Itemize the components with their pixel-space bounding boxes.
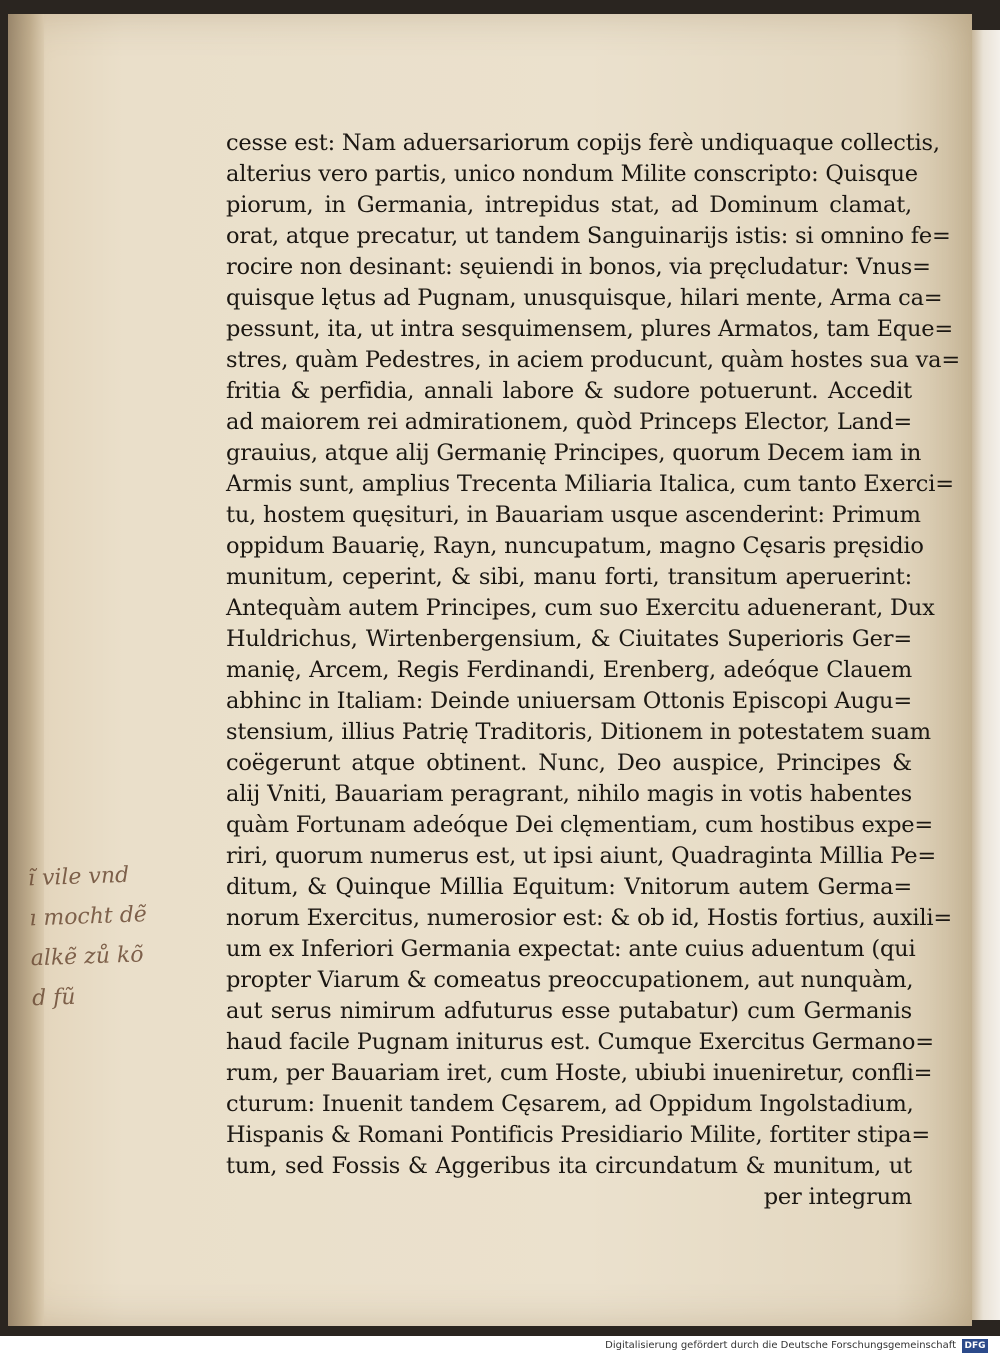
text-line: ad maiorem rei admirationem, quòd Princeps Elector, Land= [226,409,912,435]
page-gutter-shadow [8,14,44,1326]
text-line: quisque lętus ad Pugnam, unusquisque, hilari mente, Arma ca= [226,285,943,311]
dfg-logo: DFG [962,1339,988,1353]
text-line: ditum, & Quinque Millia Equitum: Vnitorum autem Germa= [226,874,912,900]
text-line: per integrum [763,1184,912,1210]
text-line: tu, hostem quęsituri, in Bauariam usque ascenderint: Primum [226,502,921,528]
text-line: munitum, ceperint, & sibi, manu forti, transitum aperuerint: [226,564,912,590]
text-line: alterius vero partis, unico nondum Milite conscripto: Quisque [226,161,918,187]
handwritten-margin-note: ı̃ vile vnd ı mocht dẽ alkẽ zů kõ d fũ [27,862,148,1012]
text-line: rum, per Bauariam iret, cum Hoste, ubiubi inueniretur, confli= [226,1060,933,1086]
text-line: oppidum Bauarię, Rayn, nuncupatum, magno Cęsaris pręsidio [226,533,924,559]
footer-credit: Digitalisierung gefördert durch die Deutsche Forschungsgemeinschaft [605,1340,956,1351]
text-line: coëgerunt atque obtinent. Nunc, Deo auspice, Principes & [226,750,912,776]
text-line: alij Vniti, Bauariam peragrant, nihilo magis in votis habentes [226,781,912,807]
text-line: pessunt, ita, ut intra sesquimensem, plures Armatos, tam Eque= [226,316,954,342]
text-line: riri, quorum numerus est, ut ipsi aiunt, Quadraginta Millia Pe= [226,843,936,869]
text-line: fritia & perfidia, annali labore & sudore potuerunt. Accedit [226,378,912,404]
text-line: rocire non desinant: sęuiendi in bonos, via pręcludatur: Vnus= [226,254,931,280]
text-line: norum Exercitus, numerosior est: & ob id, Hostis fortius, auxili= [226,905,952,931]
footer-bar [0,1336,1000,1358]
text-line: piorum, in Germania, intrepidus stat, ad Dominum clamat, [226,192,912,218]
text-line: um ex Inferiori Germania expectat: ante cuius aduentum (qui [226,936,916,962]
text-line: propter Viarum & comeatus preoccupationem, aut nunquàm, [226,967,914,993]
text-line: cturum: Inuenit tandem Cęsarem, ad Oppidum Ingolstadium, [226,1091,914,1117]
text-line: manię, Arcem, Regis Ferdinandi, Erenberg, adeóque Clauem [226,657,912,683]
text-line: Armis sunt, amplius Trecenta Miliaria Italica, cum tanto Exerci= [226,471,954,497]
text-line: cesse est: Nam aduersariorum copijs ferè undiquaque collectis, [226,130,940,156]
text-line: orat, atque precatur, ut tandem Sanguinarijs istis: si omnino fe= [226,223,951,249]
text-line: quàm Fortunam adeóque Dei clęmentiam, cum hostibus expe= [226,812,934,838]
text-line: stensium, illius Patrię Traditoris, Ditionem in potestatem suam [226,719,931,745]
text-line: Huldrichus, Wirtenbergensium, & Ciuitates Superioris Ger= [226,626,912,652]
text-line: abhinc in Italiam: Deinde uniuersam Ottonis Episcopi Augu= [226,688,912,714]
text-line: Antequàm autem Principes, cum suo Exercitu aduenerant, Dux [226,595,935,621]
text-line: Hispanis & Romani Pontificis Presidiario Milite, fortiter stipa= [226,1122,931,1148]
text-line: haud facile Pugnam initurus est. Cumque Exercitus Germano= [226,1029,934,1055]
body-text [226,128,960,1213]
facing-page-edge [972,30,1000,1320]
text-line: stres, quàm Pedestres, in aciem producunt, quàm hostes sua va= [226,347,960,373]
text-line: grauius, atque alij Germanię Principes, quorum Decem iam in [226,440,922,466]
text-line: aut serus nimirum adfuturus esse putabatur) cum Germanis [226,998,912,1024]
text-line: tum, sed Fossis & Aggeribus ita circundatum & munitum, ut [226,1153,912,1179]
